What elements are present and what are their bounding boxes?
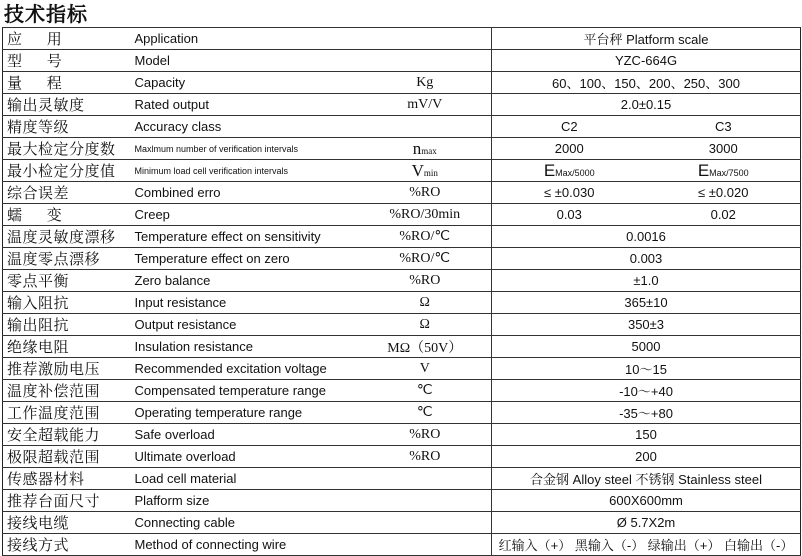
row-label-en: Temperature effect on sensitivity	[133, 226, 359, 248]
row-value: 600X600mm	[492, 490, 801, 512]
table-row	[3, 94, 801, 116]
table-row	[3, 468, 801, 490]
table-row	[3, 72, 801, 94]
row-label-cn: 输入阻抗	[3, 292, 133, 314]
row-label-cn: 输出灵敏度	[3, 94, 133, 116]
row-value: -35～+80	[492, 402, 801, 424]
row-label-en: Model	[133, 50, 359, 72]
unit-sub: min	[423, 167, 438, 178]
row-label-cn: 工作温度范围	[3, 402, 133, 424]
row-label-cn: 零点平衡	[3, 270, 133, 292]
table-row	[3, 248, 801, 270]
row-value-c2: 2000	[492, 138, 647, 160]
row-unit	[359, 160, 492, 182]
table-row	[3, 116, 801, 138]
row-label-cn: 最大检定分度数	[3, 138, 133, 160]
row-unit: Kg	[359, 72, 492, 94]
row-value-c3: 3000	[647, 138, 801, 160]
row-value-c3: C3	[647, 116, 801, 138]
row-label-en: Combined erro	[133, 182, 359, 204]
row-unit: MΩ（50V）	[359, 336, 492, 358]
row-value: 60、100、150、200、250、300	[492, 72, 801, 94]
row-label-en: Recommended excitation voltage	[133, 358, 359, 380]
row-value-c3: 0.02	[647, 204, 801, 226]
row-value: 200	[492, 446, 801, 468]
row-label-cn: 蠕 变	[3, 204, 133, 226]
row-value: 2.0±0.15	[492, 94, 801, 116]
table-row	[3, 182, 801, 204]
row-value: Ø 5.7X2m	[492, 512, 801, 534]
row-label-cn: 量 程	[3, 72, 133, 94]
row-label-cn: 接线方式	[3, 534, 133, 556]
row-label-en: Insulation resistance	[133, 336, 359, 358]
unit-sub: max	[421, 145, 437, 156]
row-label-cn: 极限超载范围	[3, 446, 133, 468]
row-label-en: Connecting cable	[133, 512, 359, 534]
row-value: 红输入（+） 黑输入（-） 绿输出（+） 白输出（-）	[492, 534, 801, 556]
row-value: 365±10	[492, 292, 801, 314]
row-label-cn: 绝缘电阻	[3, 336, 133, 358]
row-label-cn: 最小检定分度值	[3, 160, 133, 182]
row-value-c2	[492, 160, 647, 182]
row-unit	[359, 28, 492, 50]
row-label-cn: 推荐激励电压	[3, 358, 133, 380]
table-row	[3, 424, 801, 446]
row-value-c2: C2	[492, 116, 647, 138]
table-row	[3, 336, 801, 358]
row-label-en: Ultimate overload	[133, 446, 359, 468]
row-label-en: Load cell material	[133, 468, 359, 490]
row-value: 150	[492, 424, 801, 446]
page-title: 技术指标	[4, 2, 88, 26]
spec-table	[2, 27, 801, 556]
row-label-en: Creep	[133, 204, 359, 226]
unit-main: n	[412, 138, 422, 158]
c3-main: E	[697, 160, 710, 180]
row-value-c2: 0.03	[492, 204, 647, 226]
row-label-cn: 接线电缆	[3, 512, 133, 534]
table-row	[3, 402, 801, 424]
row-unit	[359, 490, 492, 512]
table-row	[3, 138, 801, 160]
table-row	[3, 314, 801, 336]
row-unit	[359, 116, 492, 138]
row-label-cn: 输出阻抗	[3, 314, 133, 336]
row-unit: %RO	[359, 182, 492, 204]
c3-sub: Max/7500	[709, 167, 749, 178]
table-row	[3, 28, 801, 50]
row-label-en: Accuracy class	[133, 116, 359, 138]
table-row	[3, 512, 801, 534]
row-label-en: Application	[133, 28, 359, 50]
table-row	[3, 270, 801, 292]
row-unit: %RO/30min	[359, 204, 492, 226]
row-value-c3	[647, 160, 801, 182]
row-label-en: Safe overload	[133, 424, 359, 446]
row-label-en: Minimum load cell verification intervals	[133, 160, 359, 182]
row-value: 350±3	[492, 314, 801, 336]
c2-sub: Max/5000	[555, 167, 595, 178]
row-unit: %RO	[359, 424, 492, 446]
row-label-cn: 温度零点漂移	[3, 248, 133, 270]
table-row	[3, 358, 801, 380]
row-unit: V	[359, 358, 492, 380]
table-row	[3, 204, 801, 226]
row-label-en: Plafform size	[133, 490, 359, 512]
row-unit: %RO/℃	[359, 248, 492, 270]
row-label-en: Compensated temperature range	[133, 380, 359, 402]
row-value: ±1.0	[492, 270, 801, 292]
row-label-en: Operating temperature range	[133, 402, 359, 424]
row-label-cn: 推荐台面尺寸	[3, 490, 133, 512]
row-unit: mV/V	[359, 94, 492, 116]
row-unit: %RO/℃	[359, 226, 492, 248]
row-label-cn: 应 用	[3, 28, 133, 50]
row-unit: Ω	[359, 292, 492, 314]
row-label-en: Input resistance	[133, 292, 359, 314]
table-row	[3, 50, 801, 72]
table-row	[3, 380, 801, 402]
table-row	[3, 446, 801, 468]
row-label-cn: 综合误差	[3, 182, 133, 204]
row-unit	[359, 534, 492, 556]
row-unit	[359, 138, 492, 160]
row-unit: ℃	[359, 380, 492, 402]
row-value: 合金钢 Alloy steel 不锈钢 Stainless steel	[492, 468, 801, 490]
row-value: 0.0016	[492, 226, 801, 248]
row-unit	[359, 50, 492, 72]
row-label-en: Output resistance	[133, 314, 359, 336]
row-label-cn: 传感器材料	[3, 468, 133, 490]
row-unit	[359, 468, 492, 490]
row-label-cn: 温度补偿范围	[3, 380, 133, 402]
row-value: 10～15	[492, 358, 801, 380]
table-row	[3, 160, 801, 182]
row-label-en: Zero balance	[133, 270, 359, 292]
row-label-en: Temperature effect on zero	[133, 248, 359, 270]
row-unit: %RO	[359, 446, 492, 468]
row-label-en: Rated output	[133, 94, 359, 116]
row-label-en: Method of connecting wire	[133, 534, 359, 556]
row-unit	[359, 512, 492, 534]
row-label-cn: 型 号	[3, 50, 133, 72]
row-label-en: Capacity	[133, 72, 359, 94]
row-value-c3: ≤ ±0.020	[647, 182, 801, 204]
row-value: 平台秤 Platform scale	[492, 28, 801, 50]
row-value: 5000	[492, 336, 801, 358]
row-label-cn: 安全超载能力	[3, 424, 133, 446]
table-row	[3, 490, 801, 512]
table-row	[3, 292, 801, 314]
row-label-cn: 精度等级	[3, 116, 133, 138]
row-unit: Ω	[359, 314, 492, 336]
row-label-cn: 温度灵敏度漂移	[3, 226, 133, 248]
row-unit: ℃	[359, 402, 492, 424]
c2-main: E	[543, 160, 556, 180]
row-unit: %RO	[359, 270, 492, 292]
table-row	[3, 534, 801, 556]
row-label-en: Maxlmum number of verification intervals	[133, 138, 359, 160]
row-value: 0.003	[492, 248, 801, 270]
unit-main: V	[411, 160, 424, 180]
row-value-c2: ≤ ±0.030	[492, 182, 647, 204]
table-row	[3, 226, 801, 248]
row-value: -10～+40	[492, 380, 801, 402]
row-value: YZC-664G	[492, 50, 801, 72]
